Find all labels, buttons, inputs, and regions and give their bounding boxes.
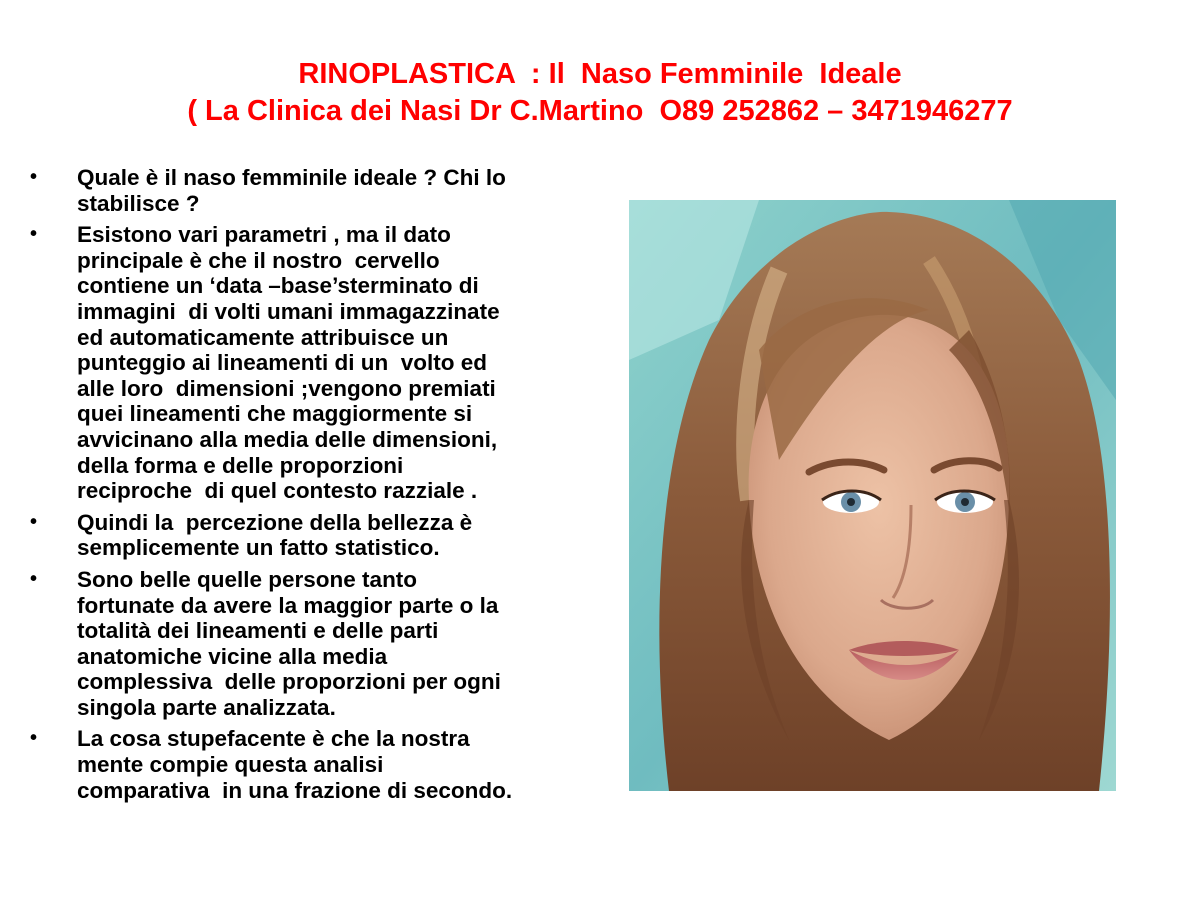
title-line-2: ( La Clinica dei Nasi Dr C.Martino O89 252862 – 3471946277 (187, 95, 1013, 127)
bullet-text: Esistono vari parametri , ma il dato principale è che il nostro cervello contiene un ‘data –base’sterminato di immagini di volti umani immagazzinate ed automaticamente attribuisce un punteggio ai lineamenti di un volto ed alle loro dimensioni ;vengono premiati quei lineamenti che maggiormente si avvicinano alla media delle dimensioni, della forma e delle proporzioni reciproche di quel contesto razziale . (77, 222, 500, 504)
portrait-photo (629, 200, 1116, 791)
slide-title (0, 56, 1200, 130)
bullet-item (30, 222, 620, 504)
bullet-icon: • (30, 510, 38, 533)
bullet-item (30, 567, 620, 721)
bullet-item (30, 165, 620, 216)
bullet-icon: • (30, 727, 38, 750)
bullet-list (30, 165, 620, 809)
title-line-1: RINOPLASTICA : Il Naso Femminile Ideale (298, 58, 902, 90)
bullet-item (30, 510, 620, 561)
bullet-text: Quindi la percezione della bellezza è semplicemente un fatto statistico. (77, 509, 473, 561)
bullet-text: Quale è il naso femminile ideale ? Chi lo stabilisce ? (77, 165, 506, 216)
bullet-item (30, 726, 620, 803)
bullet-text: La cosa stupefacente è che la nostra mente compie questa analisi comparativa in una frazione di secondo. (77, 726, 513, 803)
portrait-illustration (629, 200, 1116, 791)
bullet-text: Sono belle quelle persone tanto fortunate da avere la maggior parte o la totalità dei lineamenti e delle parti anatomiche vicine alla media complessiva delle proporzioni per ogni singola parte analizzata. (77, 566, 501, 720)
bullet-icon: • (30, 223, 38, 246)
bullet-icon: • (30, 166, 38, 188)
bullet-icon: • (30, 567, 38, 590)
